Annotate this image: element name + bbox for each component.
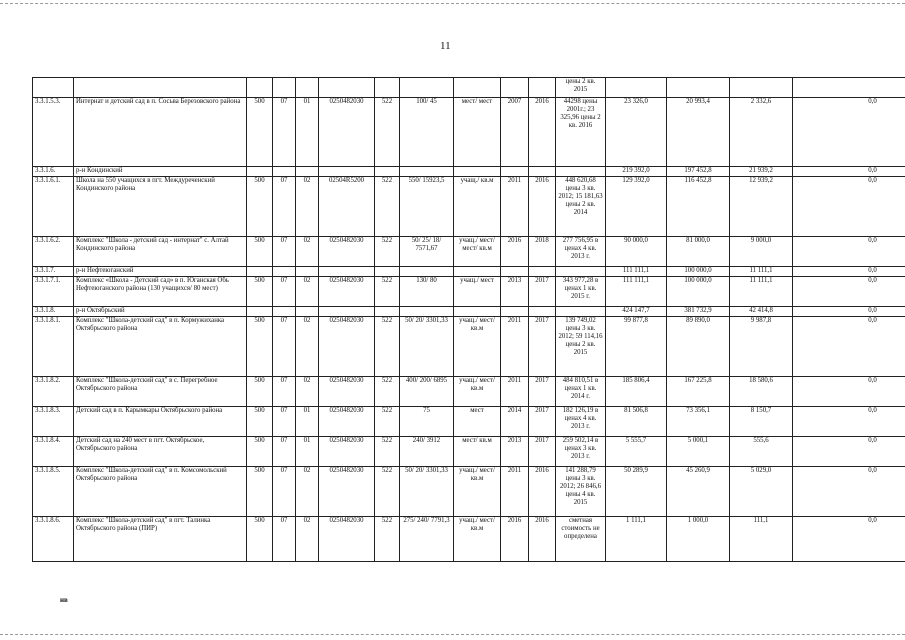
table-row (33, 407, 905, 437)
amount-local: 8 150,7 (730, 407, 793, 437)
row-number: 3.3.1.8. (33, 307, 74, 317)
object-name: Детский сад в п. Карымкары Октябрьского района (74, 407, 247, 437)
object-name: Школа на 550 учащихся в пгт. Междуреченский Кондинского района (74, 177, 247, 237)
capacity: 50/ 20/ 3301,33 (400, 467, 454, 517)
code-section: 07 (273, 467, 296, 517)
object-name: Комплекс "Школа - детский сад - интернат" с. Алтай Кондинского района (74, 237, 247, 267)
code-subsection: 02 (296, 237, 319, 267)
code-target: 0250482030 (319, 437, 375, 467)
year-end: 2016 (529, 467, 556, 517)
code-expense-type: 522 (375, 177, 400, 237)
code-subsection: 01 (296, 437, 319, 467)
amount-regional: 20 993,4 (667, 98, 730, 167)
capacity: 75 (400, 407, 454, 437)
capacity-unit: мест (454, 407, 501, 437)
code-expense-type: 522 (375, 98, 400, 167)
amount-total: 424 147,7 (606, 307, 667, 317)
estimated-cost: 277 756,95 в ценах 4 кв. 2013 г. (556, 237, 606, 267)
code-section: 07 (273, 377, 296, 407)
amount-local: 9 000,0 (730, 237, 793, 267)
code-subsection (296, 78, 319, 98)
amount-local (730, 78, 793, 98)
code-subsection: 01 (296, 407, 319, 437)
row-number: 3.3.1.6. (33, 167, 74, 177)
amount-other: 0,0 (793, 98, 905, 167)
code-target: 0250482030 (319, 517, 375, 562)
code-section: 07 (273, 407, 296, 437)
amount-regional: 89 890,0 (667, 317, 730, 377)
code-subsection (296, 167, 319, 177)
code-ministry: 500 (247, 467, 273, 517)
table-row (33, 317, 905, 377)
amount-regional: 73 356,1 (667, 407, 730, 437)
row-number: 3.3.1.8.4. (33, 437, 74, 467)
code-ministry: 500 (247, 407, 273, 437)
code-ministry: 500 (247, 277, 273, 307)
code-section: 07 (273, 177, 296, 237)
code-section: 07 (273, 517, 296, 562)
object-name: Комплекс "Школа-детский сад" в пгт. Талинка Октябрьского района (ПИР) (74, 517, 247, 562)
year-start: 2016 (501, 517, 529, 562)
amount-local: 555,6 (730, 437, 793, 467)
code-ministry: 500 (247, 517, 273, 562)
top-edge-line (0, 3, 905, 4)
capacity-unit: учащ./ мест/ кв.м (454, 467, 501, 517)
row-number: 3.3.1.8.5. (33, 467, 74, 517)
table-row (33, 267, 905, 277)
year-start (501, 78, 529, 98)
year-start: 2013 (501, 277, 529, 307)
estimated-cost: 259 502,14 в ценах 3 кв. 2013 г. (556, 437, 606, 467)
amount-regional: 45 260,9 (667, 467, 730, 517)
code-expense-type: 522 (375, 407, 400, 437)
code-section: 07 (273, 437, 296, 467)
amount-total: 219 392,0 (606, 167, 667, 177)
amount-other: 0,0 (793, 277, 905, 307)
estimated-cost (556, 307, 606, 317)
object-name: р-н Октябрьский (74, 307, 247, 317)
code-target: 0250482030 (319, 467, 375, 517)
year-end: 2016 (529, 98, 556, 167)
code-target: 02504R5200 (319, 177, 375, 237)
amount-regional: 197 452,8 (667, 167, 730, 177)
amount-other: 0,0 (793, 517, 905, 562)
table-row (33, 517, 905, 562)
capacity-unit: учащ./ кв.м (454, 177, 501, 237)
amount-regional: 381 732,9 (667, 307, 730, 317)
capacity: 275/ 240/ 7791,3 (400, 517, 454, 562)
code-section: 07 (273, 237, 296, 267)
code-subsection: 01 (296, 98, 319, 167)
amount-other: 0,0 (793, 377, 905, 407)
capacity-unit (454, 267, 501, 277)
capacity (400, 267, 454, 277)
year-start: 2016 (501, 237, 529, 267)
row-number: 3.3.1.6.2. (33, 237, 74, 267)
code-ministry: 500 (247, 237, 273, 267)
capacity (400, 78, 454, 98)
year-start: 2011 (501, 467, 529, 517)
code-ministry: 500 (247, 377, 273, 407)
amount-total: 81 506,8 (606, 407, 667, 437)
object-name: Интернат и детский сад в п. Сосьва Березовского района (74, 98, 247, 167)
amount-regional: 167 225,8 (667, 377, 730, 407)
amount-other: 0,0 (793, 177, 905, 237)
code-expense-type (375, 307, 400, 317)
year-start: 2011 (501, 377, 529, 407)
amount-local: 111,1 (730, 517, 793, 562)
year-end (529, 78, 556, 98)
code-section: 07 (273, 98, 296, 167)
table-row (33, 167, 905, 177)
estimated-cost: 182 126,19 в ценах 4 кв. 2013 г. (556, 407, 606, 437)
code-target (319, 78, 375, 98)
year-end: 2017 (529, 407, 556, 437)
object-name (74, 78, 247, 98)
table-row (33, 177, 905, 237)
amount-regional: 100 000,0 (667, 267, 730, 277)
code-target: 0250482030 (319, 377, 375, 407)
code-section (273, 267, 296, 277)
amount-other: 0,0 (793, 467, 905, 517)
year-end: 2017 (529, 317, 556, 377)
amount-total: 23 326,0 (606, 98, 667, 167)
row-number: 3.3.1.7. (33, 267, 74, 277)
amount-regional (667, 78, 730, 98)
row-number: 3.3.1.8.2. (33, 377, 74, 407)
estimated-cost (556, 267, 606, 277)
code-ministry: 500 (247, 177, 273, 237)
capacity: 400/ 200/ 6895 (400, 377, 454, 407)
code-subsection: 02 (296, 177, 319, 237)
object-name: Комплекс "Школа-детский сад" в с. Перегребное Октябрьского района (74, 377, 247, 407)
year-end: 2017 (529, 377, 556, 407)
table-row (33, 467, 905, 517)
year-start (501, 267, 529, 277)
amount-local: 18 580,6 (730, 377, 793, 407)
row-number: 3.3.1.8.3. (33, 407, 74, 437)
code-expense-type: 522 (375, 377, 400, 407)
year-end (529, 307, 556, 317)
object-name: р-н Кондинский (74, 167, 247, 177)
year-start: 2014 (501, 407, 529, 437)
capacity (400, 167, 454, 177)
code-section (273, 78, 296, 98)
capacity-unit: учащ./ мест/ мест/ кв.м (454, 237, 501, 267)
year-end (529, 267, 556, 277)
code-subsection: 02 (296, 317, 319, 377)
object-name: Комплекс "Школа-детский сад" в п. Кормужиханка Октябрьского района (74, 317, 247, 377)
estimated-cost: 141 288,79 цены 3 кв. 2012; 26 846,6 цены 4 кв. 2015 (556, 467, 606, 517)
row-number: 3.3.1.7.1. (33, 277, 74, 307)
code-section: 07 (273, 317, 296, 377)
object-name: Комплекс «Школа - Детский сад» в п. Юганская Обь Нефтеюганского района (130 учащихся/ 80 мест) (74, 277, 247, 307)
code-expense-type: 522 (375, 437, 400, 467)
capacity (400, 307, 454, 317)
amount-total (606, 78, 667, 98)
year-end: 2017 (529, 277, 556, 307)
code-target (319, 307, 375, 317)
capacity: 50/ 20/ 3301,33 (400, 317, 454, 377)
code-target: 0250482030 (319, 317, 375, 377)
year-start: 2011 (501, 177, 529, 237)
amount-other: 0,0 (793, 167, 905, 177)
capacity-unit: учащ./ мест/ кв.м (454, 517, 501, 562)
code-subsection: 02 (296, 277, 319, 307)
capacity-unit: учащ./ мест (454, 277, 501, 307)
code-expense-type: 522 (375, 317, 400, 377)
amount-regional: 1 000,0 (667, 517, 730, 562)
table-row (33, 437, 905, 467)
capacity-unit (454, 167, 501, 177)
table-row (33, 98, 905, 167)
year-end: 2018 (529, 237, 556, 267)
code-subsection (296, 307, 319, 317)
table-row (33, 78, 905, 98)
amount-total: 90 000,0 (606, 237, 667, 267)
budget-table (32, 77, 905, 562)
amount-other: 0,0 (793, 437, 905, 467)
capacity-unit: мест/ мест (454, 98, 501, 167)
amount-other: 0,0 (793, 307, 905, 317)
code-expense-type (375, 267, 400, 277)
object-name: Детский сад на 240 мест в пгт. Октябрьское, Октябрьского района (74, 437, 247, 467)
code-expense-type (375, 167, 400, 177)
amount-total: 99 877,8 (606, 317, 667, 377)
code-expense-type: 522 (375, 237, 400, 267)
amount-local: 2 332,6 (730, 98, 793, 167)
estimated-cost: 484 810,51 в ценах 1 кв. 2014 г. (556, 377, 606, 407)
amount-other: 0,0 (793, 317, 905, 377)
year-start (501, 307, 529, 317)
year-start (501, 167, 529, 177)
estimated-cost: 448 620,68 цены 3 кв. 2012; 15 181,63 цены 2 кв. 2014 (556, 177, 606, 237)
row-number: 3.3.1.8.1. (33, 317, 74, 377)
code-target: 0250482030 (319, 277, 375, 307)
capacity-unit: учащ./ мест/ кв.м (454, 377, 501, 407)
code-section (273, 167, 296, 177)
capacity: 550/ 15923,5 (400, 177, 454, 237)
code-section (273, 307, 296, 317)
code-section: 07 (273, 277, 296, 307)
amount-total: 50 289,9 (606, 467, 667, 517)
amount-total: 185 806,4 (606, 377, 667, 407)
year-end: 2016 (529, 517, 556, 562)
capacity: 50/ 25/ 18/ 7571,67 (400, 237, 454, 267)
estimated-cost: цены 2 кв. 2015 (556, 78, 606, 98)
row-number: 3.3.1.8.6. (33, 517, 74, 562)
row-number: 3.3.1.5.3. (33, 98, 74, 167)
code-target: 0250482030 (319, 237, 375, 267)
capacity: 240/ 3912 (400, 437, 454, 467)
object-name: р-н Нефтеюганский (74, 267, 247, 277)
table-row (33, 307, 905, 317)
code-ministry: 500 (247, 317, 273, 377)
amount-regional: 5 000,1 (667, 437, 730, 467)
amount-regional: 81 000,0 (667, 237, 730, 267)
code-ministry: 500 (247, 98, 273, 167)
code-expense-type: 522 (375, 277, 400, 307)
estimated-cost: сметная стоимость не определена (556, 517, 606, 562)
code-target (319, 167, 375, 177)
code-ministry (247, 307, 273, 317)
code-target: 0250482030 (319, 98, 375, 167)
estimated-cost (556, 167, 606, 177)
code-expense-type: 522 (375, 517, 400, 562)
amount-other: 0,0 (793, 407, 905, 437)
code-ministry: 500 (247, 437, 273, 467)
amount-regional: 100 000,0 (667, 277, 730, 307)
year-end: 2016 (529, 177, 556, 237)
capacity-unit: мест/ кв.м (454, 437, 501, 467)
amount-local: 11 111,1 (730, 267, 793, 277)
row-number: 3.3.1.6.1. (33, 177, 74, 237)
code-ministry (247, 167, 273, 177)
year-end: 2017 (529, 437, 556, 467)
amount-total: 111 111,1 (606, 267, 667, 277)
estimated-cost: 343 977,28 в ценах 1 кв. 2015 г. (556, 277, 606, 307)
capacity: 130/ 80 (400, 277, 454, 307)
estimated-cost: 139 749,02 цены 3 кв. 2012; 59 114,16 цены 2 кв. 2015 (556, 317, 606, 377)
amount-local: 12 939,2 (730, 177, 793, 237)
page-number: 11 (440, 40, 451, 52)
code-expense-type: 522 (375, 467, 400, 517)
code-ministry (247, 267, 273, 277)
amount-total: 111 111,1 (606, 277, 667, 307)
code-target: 0250482030 (319, 407, 375, 437)
amount-total: 129 392,0 (606, 177, 667, 237)
code-subsection: 02 (296, 467, 319, 517)
year-start: 2013 (501, 437, 529, 467)
code-subsection: 02 (296, 517, 319, 562)
code-ministry (247, 78, 273, 98)
amount-regional: 116 452,8 (667, 177, 730, 237)
amount-other: 0,0 (793, 267, 905, 277)
table-row (33, 237, 905, 267)
year-end (529, 167, 556, 177)
code-target (319, 267, 375, 277)
object-name: Комплекс "Школа-детский сад" в п. Комсомольский Октябрьского района (74, 467, 247, 517)
row-number (33, 78, 74, 98)
code-subsection: 02 (296, 377, 319, 407)
table-row (33, 277, 905, 307)
table-row (33, 377, 905, 407)
bottom-edge-line (0, 634, 905, 635)
amount-local: 5 029,0 (730, 467, 793, 517)
capacity: 100/ 45 (400, 98, 454, 167)
amount-local: 21 939,2 (730, 167, 793, 177)
estimated-cost: 44298 цены 2001г.; 23 325,96 цены 2 кв. 2016 (556, 98, 606, 167)
year-start: 2011 (501, 317, 529, 377)
code-expense-type (375, 78, 400, 98)
amount-other (793, 78, 905, 98)
amount-total: 5 555,7 (606, 437, 667, 467)
code-subsection (296, 267, 319, 277)
year-start: 2007 (501, 98, 529, 167)
footer-mark: нв (60, 596, 68, 604)
capacity-unit: учащ./ мест/ кв.м (454, 317, 501, 377)
capacity-unit (454, 78, 501, 98)
amount-local: 9 987,8 (730, 317, 793, 377)
amount-local: 11 111,1 (730, 277, 793, 307)
amount-other: 0,0 (793, 237, 905, 267)
amount-total: 1 111,1 (606, 517, 667, 562)
capacity-unit (454, 307, 501, 317)
amount-local: 42 414,8 (730, 307, 793, 317)
